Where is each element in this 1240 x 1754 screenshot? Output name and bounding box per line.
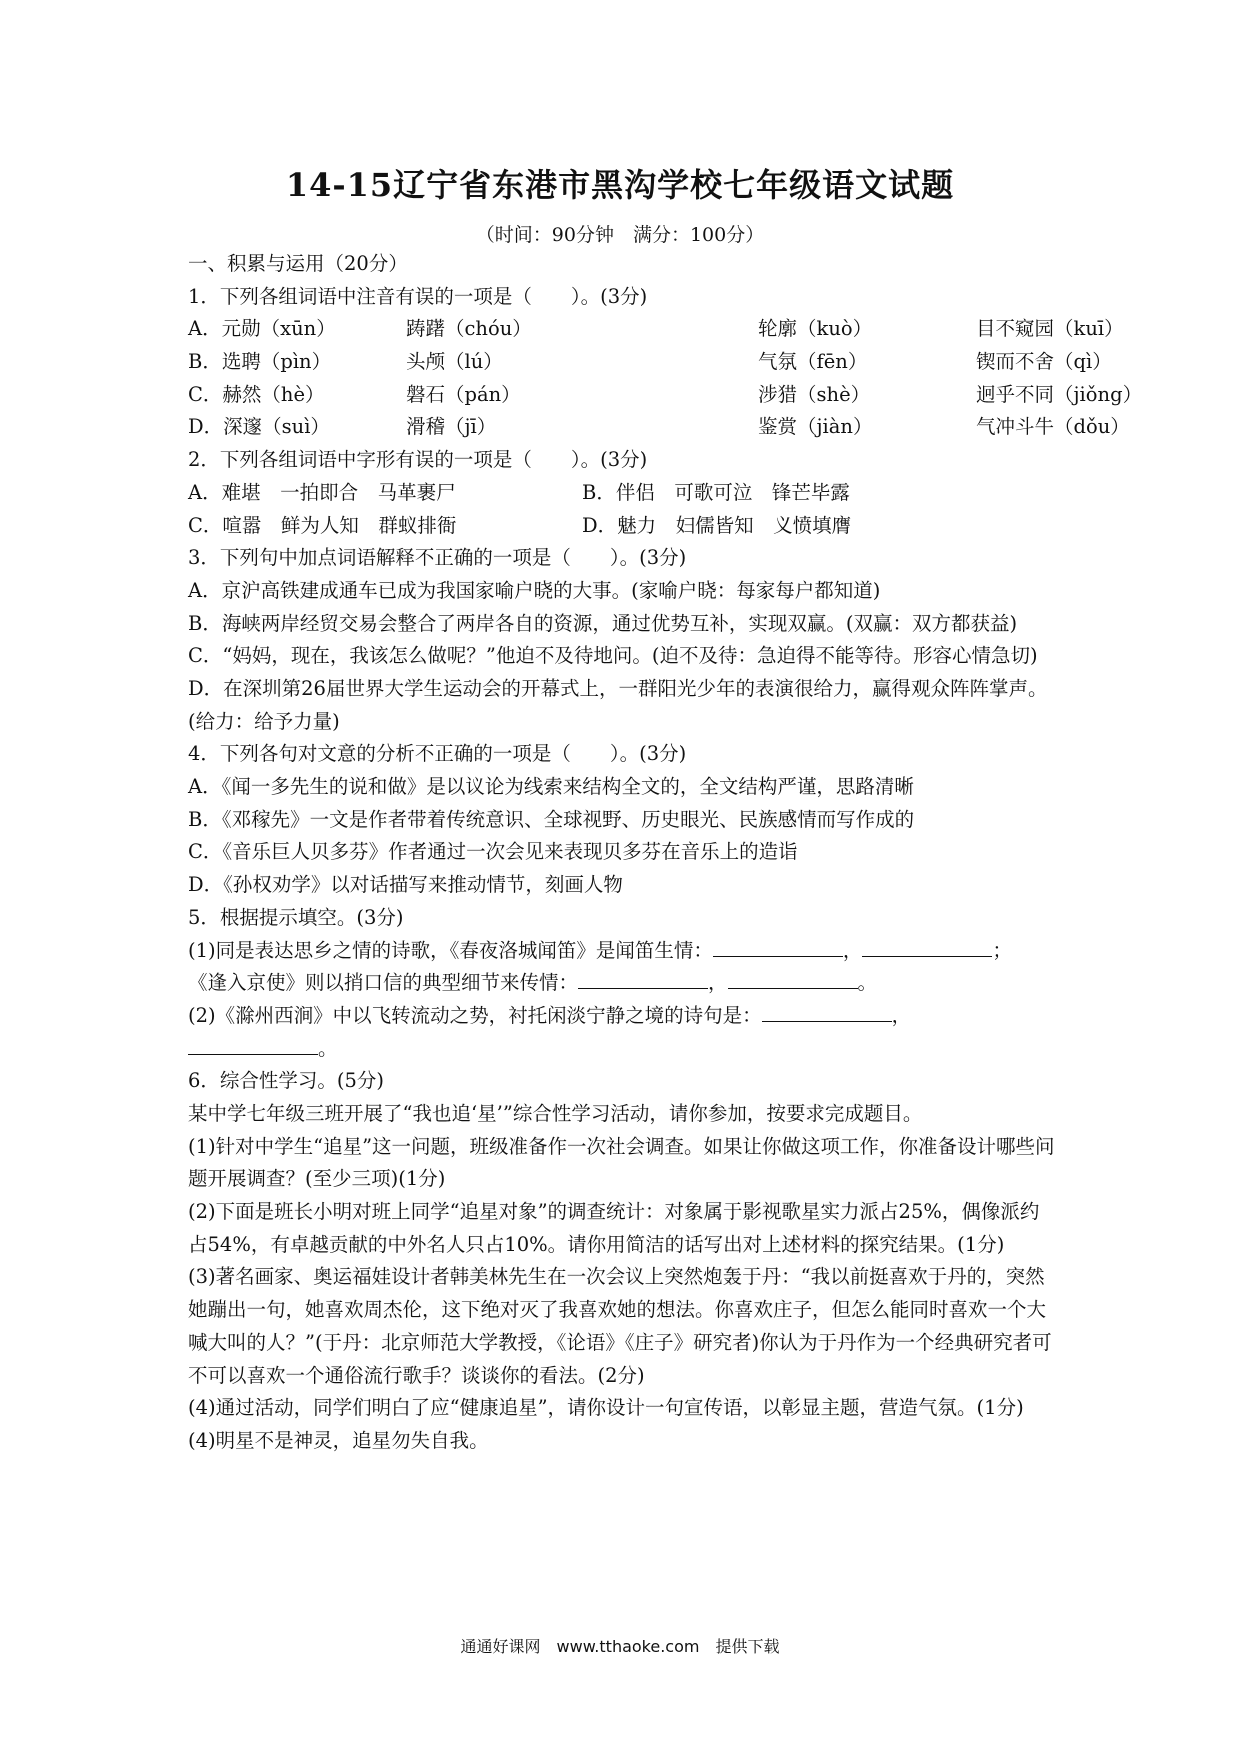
question-6-intro: 某中学七年级三班开展了“我也追‘星’”综合性学习活动，请你参加，按要求完成题目。 xyxy=(188,1101,923,1125)
question-1-option-c: C．赫然（hè） 磐石（pán） 涉猎（shè） 迥乎不同（jiǒng） xyxy=(188,382,1143,406)
question-6-part-4: (4)通过活动，同学们明白了应“健康追星”，请你设计一句宣传语，以彰显主题，营造气氛。(1分) xyxy=(188,1396,1024,1420)
question-2-options-cd: C．喧嚣 鲜为人知 群蚁排衙 D．魅力 妇儒皆知 义愤填膺 xyxy=(188,513,852,537)
footer-source: 通通好课网 www.tthaoke.com 提供下载 xyxy=(460,1637,780,1656)
question-3-stem: 3．下列句中加点词语解释不正确的一项是（ ）。(3分) xyxy=(188,546,687,570)
question-1-option-b: B．选聘（pìn） 头颅（lú） 气氛（fēn） 锲而不舍（qì） xyxy=(188,350,1112,374)
question-4-option-d: D．《孙权劝学》以对话描写来推动情节，刻画人物 xyxy=(188,873,623,897)
question-4-stem: 4．下列各句对文意的分析不正确的一项是（ ）。(3分) xyxy=(188,742,687,766)
question-1-option-d: D．深邃（suì） 滑稽（jī） 鉴赏（jiàn） 气冲斗牛（dǒu） xyxy=(188,415,1130,439)
question-5-part-2: (2)《滁州西涧》中以飞转流动之势，衬托闲淡宁静之境的诗句是： ， xyxy=(188,1000,1058,1033)
question-5-part-1b: 《逢入京使》则以捎口信的典型细节来传情： ， 。 xyxy=(188,967,1058,1000)
section-heading: 一、积累与运用（20分） xyxy=(188,252,408,275)
question-4-option-a: A．《闻一多先生的说和做》是以议论为线索来结构全文的，全文结构严谨，思路清晰 xyxy=(188,775,914,799)
question-6-part-1: (1)针对中学生“追星”这一问题，班级准备作一次社会调查。如果让你做这项工作，你准备设计哪些问题开展调查？(至少三项)(1分) xyxy=(188,1134,1055,1191)
question-2-stem: 2．下列各组词语中字形有误的一项是（ ）。(3分) xyxy=(188,448,648,472)
question-5-part-2-cont: 。 xyxy=(188,1033,1058,1066)
question-1-option-a: A．元勋（xūn） 踌躇（chóu） 轮廓（kuò） 目不窥园（kuī） xyxy=(188,317,1124,341)
answer-blank[interactable] xyxy=(578,968,708,989)
question-1-stem: 1．下列各组词语中注音有误的一项是（ ）。(3分) xyxy=(188,284,648,308)
question-6-part-2: (2)下面是班长小明对班上同学“追星对象”的调查统计：对象属于影视歌星实力派占25%，偶像派约占54%，有卓越贡献的中外名人只占10%。请你用简洁的话写出对上述材料的探究结果。(1分) xyxy=(188,1200,1040,1256)
answer-blank[interactable] xyxy=(713,936,843,957)
answer-blank[interactable] xyxy=(728,968,858,989)
question-6-stem: 6．综合性学习。(5分) xyxy=(188,1069,385,1093)
question-6-part-4-answer: (4)明星不是神灵，追星勿失自我。 xyxy=(188,1428,489,1452)
question-5-part-1a: (1)同是表达思乡之情的诗歌，《春夜洛城闻笛》是闻笛生情： ， ； xyxy=(188,935,1058,968)
question-5-stem: 5．根据提示填空。(3分) xyxy=(188,905,404,929)
question-4-option-c: C．《音乐巨人贝多芬》作者通过一次会见来表现贝多芬在音乐上的造诣 xyxy=(188,840,798,864)
question-6-part-3: (3)著名画家、奥运福娃设计者韩美林先生在一次会议上突然炮轰于丹：“我以前挺喜欢于丹的，突然她蹦出一句，她喜欢周杰伦，这下绝对灭了我喜欢她的想法。你喜欢庄子，但怎么能同时喜欢一个大喊大叫的人？”(于丹：北京师范大学教授，《论语》《庄子》研究者)你认为于丹作为一个经典研究者可不可以喜欢一个通俗流行歌手？谈谈你的看法。(2分) xyxy=(188,1265,1052,1387)
question-3-option-b: B．海峡两岸经贸交易会整合了两岸各自的资源，通过优势互补，实现双赢。(双赢：双方都获益) xyxy=(188,611,1018,635)
question-3-option-d: D．在深圳第26届世界大学生运动会的开幕式上，一群阳光少年的表演很给力，赢得观众阵阵掌声。(给力：给予力量) xyxy=(188,676,1048,733)
question-2-options-ab: A．难堪 一拍即合 马革裹尸 B．伴侣 可歌可泣 锋芒毕露 xyxy=(188,480,850,504)
question-3-option-c: C．“妈妈，现在，我该怎么做呢？”他迫不及待地问。(迫不及待：急迫得不能等待。形容心情急切) xyxy=(188,644,1038,668)
answer-blank[interactable] xyxy=(188,1034,318,1055)
answer-blank[interactable] xyxy=(862,936,992,957)
question-4-option-b: B．《邓稼先》一文是作者带着传统意识、全球视野、历史眼光、民族感情而写作成的 xyxy=(188,807,915,831)
question-3-option-a: A．京沪高铁建成通车已成为我国家喻户晓的大事。(家喻户晓：每家每户都知道) xyxy=(188,578,881,602)
page-title: 14-15辽宁省东港市黑沟学校七年级语文试题 xyxy=(285,166,955,204)
exam-time-score: （时间：90分钟 满分：100分） xyxy=(475,224,765,246)
answer-blank[interactable] xyxy=(762,1001,892,1022)
exam-content xyxy=(188,248,1143,1458)
